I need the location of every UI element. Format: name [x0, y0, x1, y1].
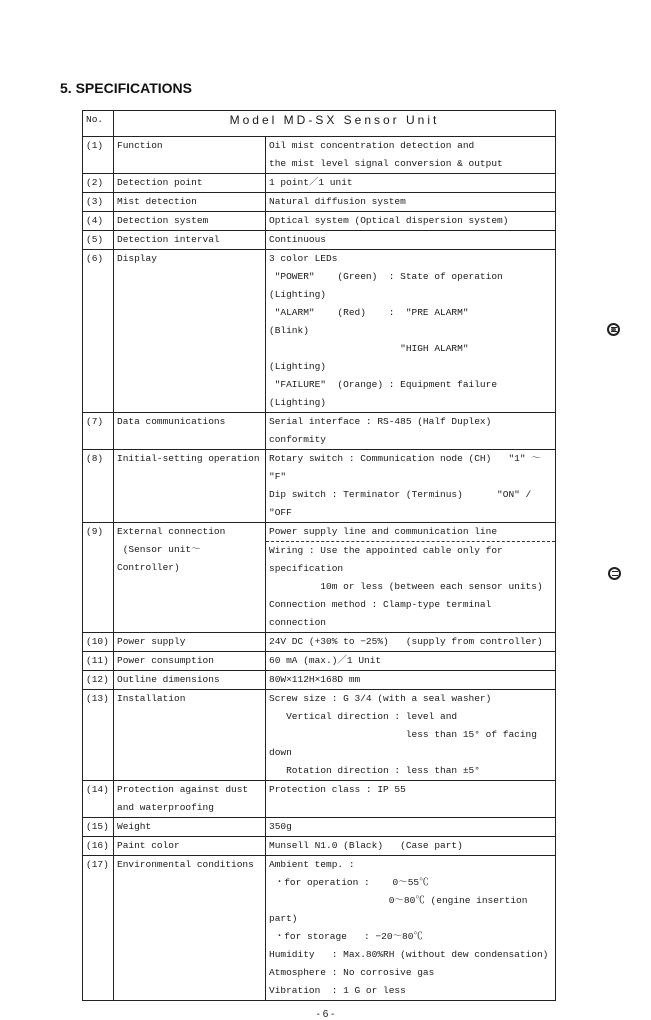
value-line: Continuous — [269, 234, 327, 245]
row-number: (4) — [83, 212, 114, 231]
row-item — [114, 690, 266, 781]
value-line: Rotary switch : Communication node (CH) "1" ～ "F" — [269, 453, 547, 482]
table-row — [83, 137, 556, 174]
row-value — [266, 450, 556, 523]
value-line: less than 15° of facing down — [269, 729, 543, 758]
row-number: (10) — [83, 633, 114, 652]
value-line: Protection class : IP 55 — [269, 784, 406, 795]
row-number: (2) — [83, 174, 114, 193]
table-row — [83, 652, 556, 671]
row-number: (13) — [83, 690, 114, 781]
row-item — [114, 212, 266, 231]
section-title: 5. SPECIFICATIONS — [60, 80, 192, 96]
row-value — [266, 818, 556, 837]
value-line: ・for operation : 0～55℃ — [269, 877, 429, 888]
value-line: Natural diffusion system — [269, 196, 406, 207]
table-row — [83, 523, 556, 633]
value-line: Screw size : G 3/4 (with a seal washer) — [269, 693, 492, 704]
value-line: Connection method : Clamp-type terminal connection — [269, 599, 498, 628]
row-item — [114, 250, 266, 413]
table-row — [83, 250, 556, 413]
value-line: "HIGH ALARM" (Lighting) — [269, 343, 515, 372]
row-value — [266, 413, 556, 450]
row-number: (6) — [83, 250, 114, 413]
table-row — [83, 856, 556, 1001]
item-line: and waterproofing — [117, 802, 214, 813]
value-line: Power supply line and communication line — [266, 523, 555, 542]
row-number: (8) — [83, 450, 114, 523]
value-line: 24V DC (+30% to −25%) (supply from controller) — [269, 636, 543, 647]
item-line: Function — [117, 140, 163, 151]
item-line: Data communications — [117, 416, 226, 427]
row-value — [266, 174, 556, 193]
row-number: (16) — [83, 837, 114, 856]
value-line: Ambient temp. : — [269, 859, 355, 870]
row-item — [114, 671, 266, 690]
row-item — [114, 174, 266, 193]
row-item — [114, 523, 266, 633]
header-no: No. — [83, 111, 114, 137]
row-value — [266, 193, 556, 212]
table-row — [83, 231, 556, 250]
item-line: Display — [117, 253, 157, 264]
row-value — [266, 856, 556, 1001]
item-line: (Sensor unit～Controller) — [117, 544, 201, 573]
row-item — [114, 818, 266, 837]
table-body — [83, 137, 556, 1001]
value-line: 3 color LEDs — [269, 253, 338, 264]
item-line: Environmental conditions — [117, 859, 254, 870]
row-number: (5) — [83, 231, 114, 250]
row-value — [266, 652, 556, 671]
value-line: ・for storage : −20～80℃ — [269, 931, 423, 942]
table-row — [83, 818, 556, 837]
value-line: Oil mist concentration detection and — [269, 140, 475, 151]
item-line: Paint color — [117, 840, 180, 851]
row-item — [114, 193, 266, 212]
table-row — [83, 690, 556, 781]
header-model: Model MD-SX Sensor Unit — [114, 111, 556, 137]
value-line: Humidity : Max.80%RH (without dew condensation) — [269, 949, 549, 960]
table-row — [83, 837, 556, 856]
item-line: Power supply — [117, 636, 186, 647]
row-number: (14) — [83, 781, 114, 818]
row-number: (11) — [83, 652, 114, 671]
table-row — [83, 781, 556, 818]
value-line: Wiring : Use the appointed cable only for specification — [269, 545, 509, 574]
value-line: 0～80℃ (engine insertion part) — [269, 895, 534, 924]
item-line: Detection interval — [117, 234, 220, 245]
table-row — [83, 413, 556, 450]
row-value — [266, 633, 556, 652]
item-line: Mist detection — [117, 196, 197, 207]
row-item — [114, 633, 266, 652]
value-line: Munsell N1.0 (Black) (Case part) — [269, 840, 463, 851]
table-row — [83, 193, 556, 212]
row-number: (17) — [83, 856, 114, 1001]
value-line: 350g — [269, 821, 292, 832]
row-value — [266, 250, 556, 413]
row-item — [114, 450, 266, 523]
stamp-icon — [607, 323, 620, 336]
value-line: Dip switch : Terminator (Terminus) "ON" / "OFF — [269, 489, 537, 518]
item-line: Detection system — [117, 215, 209, 226]
row-value — [266, 137, 556, 174]
item-line: Detection point — [117, 177, 203, 188]
stamp-icon — [608, 567, 621, 580]
item-line: External connection — [117, 526, 226, 537]
value-line: "POWER" (Green) : State of operation (Lighting) — [269, 271, 515, 300]
item-line: Outline dimensions — [117, 674, 220, 685]
row-item — [114, 856, 266, 1001]
table-row — [83, 174, 556, 193]
row-number: (1) — [83, 137, 114, 174]
row-item — [114, 652, 266, 671]
value-line: 10m or less (between each sensor units) — [269, 581, 543, 592]
row-value — [266, 671, 556, 690]
row-item — [114, 837, 266, 856]
value-line: 80W×112H×168D mm — [269, 674, 361, 685]
row-number: (15) — [83, 818, 114, 837]
row-value — [266, 837, 556, 856]
row-number: (12) — [83, 671, 114, 690]
value-line: "FAILURE" (Orange) : Equipment failure (Lighting) — [269, 379, 515, 408]
row-value — [266, 231, 556, 250]
table-row — [83, 633, 556, 652]
value-line: Serial interface : RS-485 (Half Duplex) conformity — [269, 416, 498, 445]
row-number: (7) — [83, 413, 114, 450]
value-line: Atmosphere : No corrosive gas — [269, 967, 435, 978]
row-item — [114, 781, 266, 818]
row-number: (9) — [83, 523, 114, 633]
item-line: Protection against dust — [117, 784, 249, 795]
table-row — [83, 212, 556, 231]
value-line: "ALARM" (Red) : "PRE ALARM" (Blink) — [269, 307, 520, 336]
row-item — [114, 137, 266, 174]
value-line: Vibration : 1 G or less — [269, 985, 406, 996]
table-row — [83, 450, 556, 523]
specifications-table — [82, 110, 556, 1001]
value-line: Rotation direction : less than ±5° — [269, 765, 480, 776]
item-line: Initial-setting operation — [117, 453, 260, 464]
row-value — [266, 781, 556, 818]
table-row — [83, 671, 556, 690]
row-item — [114, 413, 266, 450]
value-line: Optical system (Optical dispersion system) — [269, 215, 509, 226]
row-value — [266, 690, 556, 781]
value-line: 60 mA (max.)／1 Unit — [269, 655, 382, 666]
item-line: Weight — [117, 821, 152, 832]
item-line: Installation — [117, 693, 186, 704]
value-line: Vertical direction : level and — [269, 711, 458, 722]
row-value — [266, 523, 556, 633]
value-line: 1 point／1 unit — [269, 177, 353, 188]
row-item — [114, 231, 266, 250]
value-line: the mist level signal conversion & output — [269, 158, 503, 169]
page-number: - 6 - — [316, 1009, 335, 1020]
item-line: Power consumption — [117, 655, 214, 666]
table-header-row — [83, 111, 556, 137]
row-number: (3) — [83, 193, 114, 212]
row-value — [266, 212, 556, 231]
